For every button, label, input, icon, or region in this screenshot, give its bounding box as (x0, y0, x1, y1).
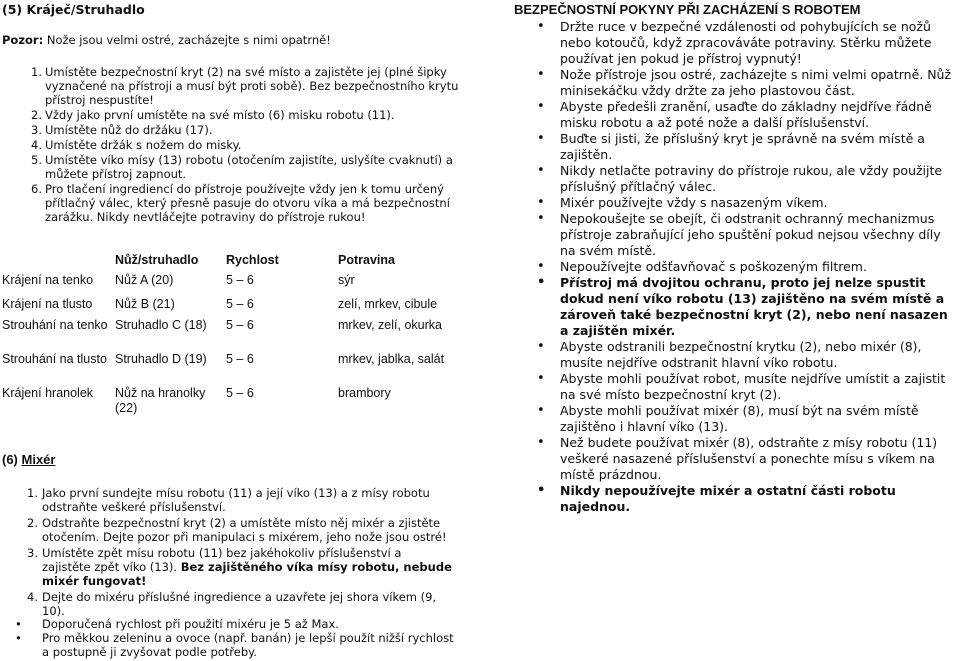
table-cell: Nůž A (20) (115, 273, 174, 287)
safety-item: • Abyste předešli zranění, usaďte do základny nejdříve řádně misku robotu a až poté nože a další příslušenství. (534, 99, 960, 131)
safety-item: • Abyste odstranili bezpečnostní krytku (2), nebo mixér (8), musíte nejdříve odstranit hlavní víko robotu. (534, 339, 960, 371)
warning-label: Pozor: (2, 33, 44, 47)
mixer-step: 2. Odstraňte bezpečnostní kryt (2) a umístěte místo něj mixér a zjistěte otočením. Dejte pozor při manipulaci s mixérem, jeho nože jsou ostré! (27, 516, 447, 544)
safety-item: • Buďte si jisti, že příslušný kryt je správně na svém místě a zajištěn. (534, 131, 960, 163)
table-cell: Struhadlo C (18) (115, 318, 207, 332)
step-item: 3. Umístěte nůž do držáku (17). (31, 123, 213, 137)
table-cell: 5 – 6 (226, 386, 254, 400)
table-cell: mrkev, jablka, salát (338, 352, 445, 366)
step-item: 2. Vždy jako první umístěte na své místo (6) misku robotu (11). (31, 108, 395, 122)
safety-item: • Mixér používejte vždy s nasazeným víkem. (534, 195, 960, 211)
safety-item: • Nepoužívejte odšťavňovač s poškozeným filtrem. (534, 259, 960, 275)
table-header-cell (2, 247, 115, 273)
step-item: 1. Umístěte bezpečnostní kryt (2) na své místo a zajistěte jej (plné šipky vyznačené na přístroji a musí být proti sobě). Bez bezpečnostního krytu přístroj nespustíte! (31, 65, 459, 107)
table-row (2, 386, 447, 420)
table-cell: brambory (338, 386, 391, 400)
step-item: 6. Pro tlačení ingrediencí do přístroje používejte vždy jen k tomu určený přítlačný válec, který přesně pasuje do otvoru víka a má bezpečnostní zarážku. Nikdy nevtláčejte potraviny do přístroje rukou! (31, 182, 450, 224)
table-header-row (2, 247, 447, 273)
table-cell: Struhadlo D (19) (115, 352, 207, 366)
table-cell: Nůž B (21) (115, 297, 175, 311)
table-header-cell: Nůž/struhadlo (115, 253, 199, 267)
safety-item: • Abyste mohli používat mixér (8), musí být na svém místě zajištěno i hlavní víko (13). (534, 403, 960, 435)
table-cell: Strouhání na tlusto (2, 352, 107, 366)
table-cell: Krájení na tenko (2, 273, 94, 287)
mixer-step: 4. Dejte do mixéru příslušné ingredience a uzavřete jej shora víkem (9, 10). (27, 590, 437, 618)
step-item: 4. Umístěte držák s nožem do misky. (31, 138, 242, 152)
section-5-warning (2, 33, 472, 47)
table-cell: 5 – 6 (226, 273, 254, 287)
section-6-steps (13, 486, 453, 620)
table-header-cell: Rychlost (226, 253, 279, 267)
settings-table (2, 247, 447, 420)
table-cell: Krájení na tlusto (2, 297, 93, 311)
table-cell: Nůž na hranolky (22) (115, 386, 206, 415)
table-row (2, 318, 447, 352)
step-item: 5. Umístěte víko mísy (13) robotu (otočením zajistíte, uslyšíte cvaknutí) a můžete přístroj zapnout. (31, 153, 453, 181)
safety-item-emphasis: • Přístroj má dvojitou ochranu, proto jej nelze spustit dokud není víko robotu (13) zajištěno na svém místě a zároveň také bezpečnostní kryt (2), nebo není nasazen a zajištěn mixér. (534, 275, 960, 339)
safety-item: • Než budete používat mixér (8), odstraňte z mísy robotu (11) veškeré nasazené příslušenství a ponechte mísu s víkem na místě prázdnou. (534, 435, 960, 483)
mixer-note: • Doporučená rychlost při použití mixéru je 5 až Max. (14, 617, 454, 631)
mixer-note: • Pro měkkou zeleninu a ovoce (např. banán) je lepší použít nižší rychlost a postupně ji zvyšovat podle potřeby. (14, 631, 454, 659)
table-cell: zelí, mrkev, cibule (338, 297, 438, 311)
safety-title: BEZPEČNOSTNÍ POKYNY PŘI ZACHÁZENÍ S ROBOTEM (514, 2, 861, 17)
table-cell: 5 – 6 (226, 297, 254, 311)
table-row (2, 297, 447, 318)
safety-item-emphasis: • Nikdy nepoužívejte mixér a ostatní části robotu najednou. (534, 483, 960, 515)
table-cell: mrkev, zelí, okurka (338, 318, 442, 332)
safety-item: • Držte ruce v bezpečné vzdálenosti od pohybujících se nožů nebo kotoučů, když zpracováváte potraviny. Stěrku můžete používat jen pokud je přístroj vypnutý! (534, 19, 960, 67)
safety-item: • Nepokoušejte se obejít, či odstranit ochranný mechanizmus přístroje zabraňující jeho spuštění pokud nejsou všechny díly na svém místě. (534, 211, 960, 259)
mixer-step: 3. Umístěte zpět mísu robotu (11) bez jakéhokoliv příslušenství a zajistěte zpět víko (13). Bez zajištěného víka mísy robotu, nebude mixér fungovat! (27, 546, 452, 588)
table-row (2, 273, 447, 297)
table-cell: sýr (338, 273, 355, 287)
safety-item: • Nože přístroje jsou ostré, zacházejte s nimi velmi opatrně. Nůž minisekáčku vždy držte za jeho plastovou část. (534, 67, 960, 99)
safety-item: • Abyste mohli používat robot, musíte nejdříve umístit a zajistit na své místo bezpečnostní kryt (2). (534, 371, 960, 403)
table-row (2, 352, 447, 386)
table-cell: Krájení hranolek (2, 386, 94, 400)
safety-item: • Nikdy netlačte potraviny do přístroje rukou, ale vždy použijte příslušný přítlačný válec. (534, 163, 960, 195)
section-6-title: (6) Mixér (2, 452, 56, 467)
mixer-notes (14, 617, 454, 659)
table-cell: Strouhání na tenko (2, 318, 108, 332)
section-5-title: (5) Kráječ/Struhadlo (2, 2, 145, 17)
section-5-steps (24, 65, 462, 225)
table-header-cell: Potravina (338, 253, 395, 267)
table-cell: 5 – 6 (226, 318, 254, 332)
table-cell: 5 – 6 (226, 352, 254, 366)
safety-list (534, 19, 960, 515)
warning-text: Nože jsou velmi ostré, zacházejte s nimi opatrně! (43, 33, 331, 47)
mixer-step: 1. Jako první sundejte mísu robotu (11) a její víko (13) a z mísy robotu odstraňte veškeré příslušenství. (27, 486, 430, 514)
